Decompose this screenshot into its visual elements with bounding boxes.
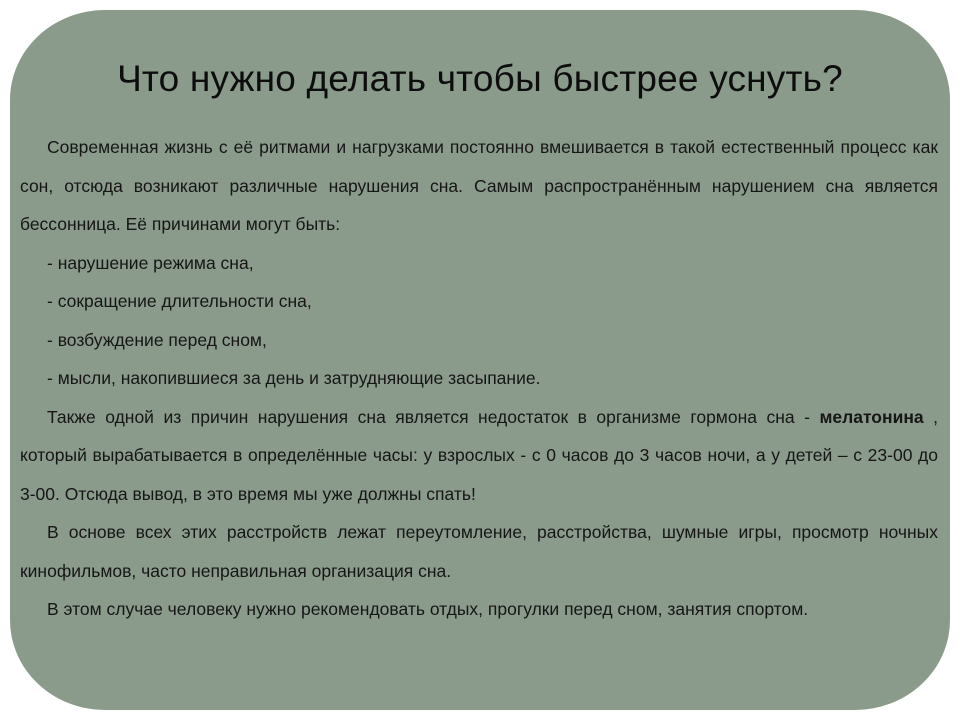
- intro-paragraph: Современная жизнь с её ритмами и нагрузками постоянно вмешивается в такой естественный процесс как сон, отсюда возникают различные нарушения сна. Самым распространённым нарушением сна является бессонница. Её причинами могут быть:: [20, 137, 938, 234]
- list-item: - возбуждение перед сном,: [47, 329, 267, 350]
- melatonin-detail-text: , который вырабатывается в определённые часы: у взрослых - с 0 часов до 3 часов ночи, а у детей – с 23-00 до 3-00. Отсюда вывод, в это время мы уже должны спать!: [20, 406, 938, 504]
- page-title: Что нужно делать чтобы быстрее уснуть?: [117, 58, 843, 99]
- article-body: [20, 128, 938, 629]
- recommendation-paragraph: В этом случае человеку нужно рекомендовать отдых, прогулки перед сном, занятия спортом.: [47, 599, 809, 619]
- causes-paragraph: В основе всех этих расстройств лежат переутомление, расстройства, шумные игры, просмотр ночных кинофильмов, часто неправильная организация сна.: [20, 522, 938, 581]
- list-item: - нарушение режима сна,: [47, 252, 254, 273]
- melatonin-paragraph: [20, 398, 938, 514]
- melatonin-term: мелатонина: [819, 406, 924, 427]
- list-item: - сокращение длительности сна,: [47, 291, 312, 311]
- list-item: - мысли, накопившиеся за день и затрудняющие засыпание.: [47, 368, 541, 388]
- melatonin-intro-text: Также одной из причин нарушения сна является недостаток в организме гормона сна -: [47, 406, 820, 427]
